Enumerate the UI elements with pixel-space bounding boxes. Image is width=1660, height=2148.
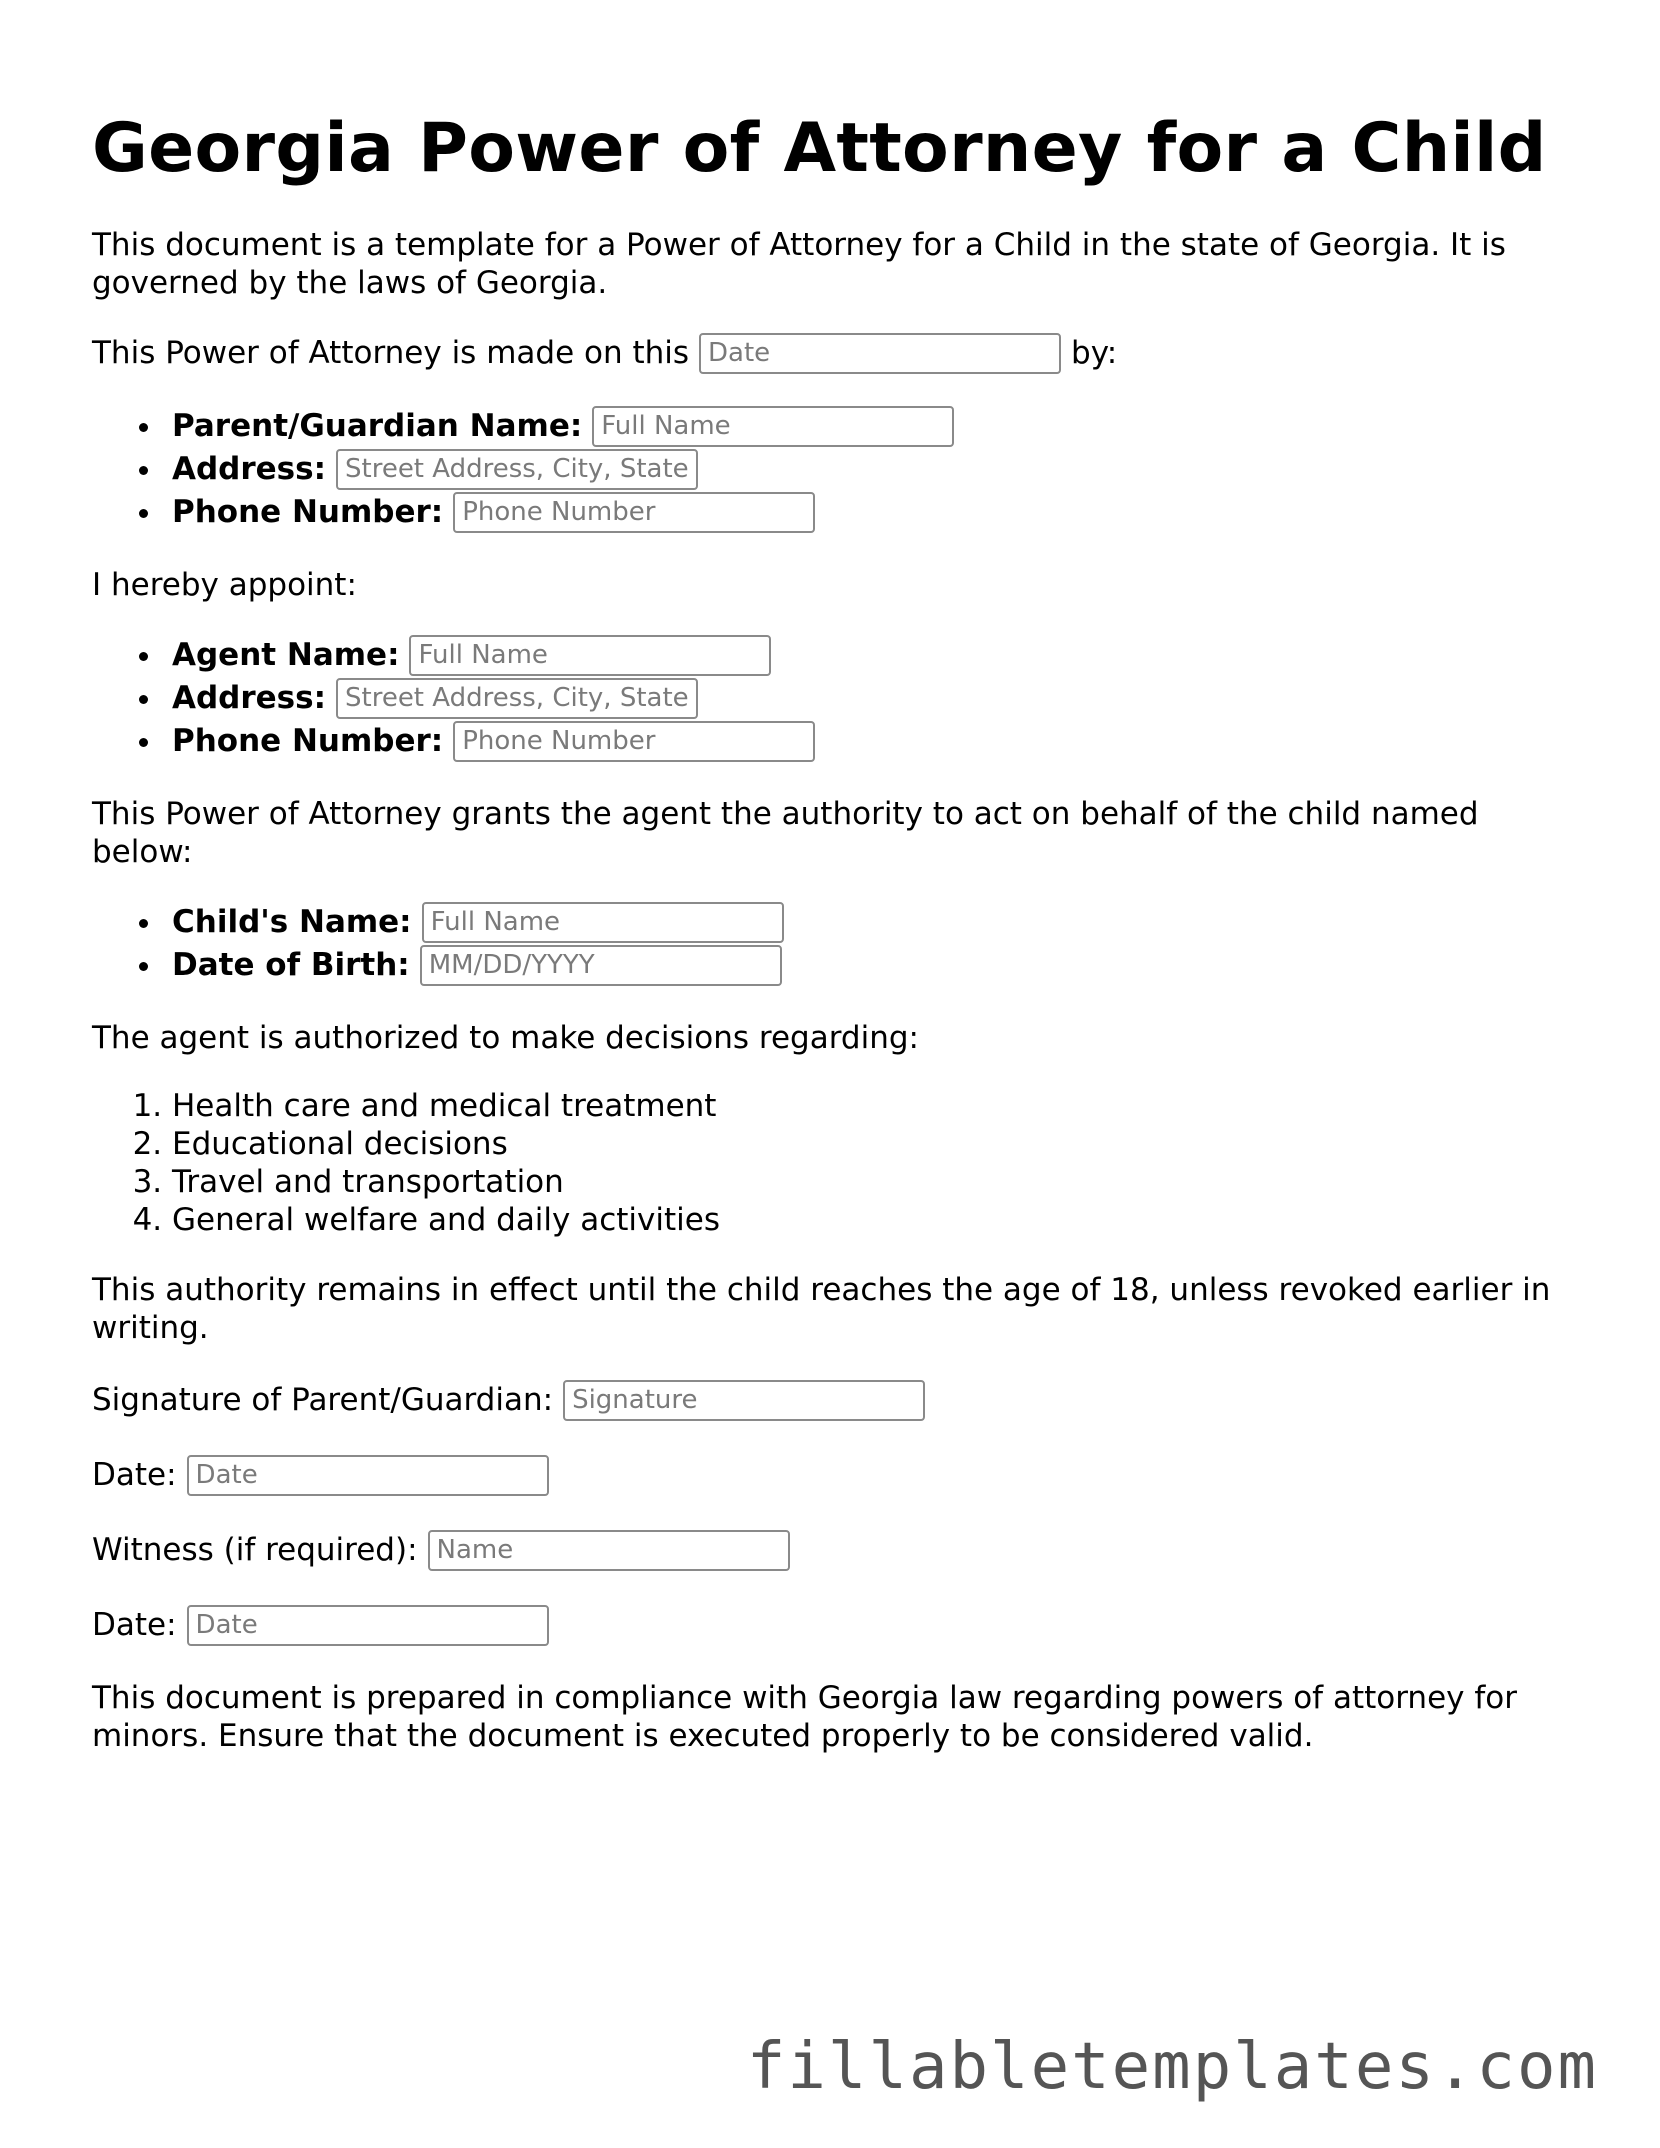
child-fields — [92, 901, 1572, 987]
made-on-by-text: by: — [1071, 335, 1118, 372]
agent-address-field[interactable]: Street Address, City, State — [336, 678, 698, 719]
page-title: Georgia Power of Attorney for a Child — [92, 109, 1547, 188]
list-item — [172, 677, 1572, 720]
list-item: 1. Health care and medical treatment — [172, 1087, 1572, 1125]
parent-name-label: Parent/Guardian Name: — [172, 408, 583, 445]
appoint-text: I hereby appoint: — [92, 566, 357, 603]
watermark-text: fillabletemplates.com — [746, 2030, 1598, 2104]
witness-name-field[interactable]: Name — [428, 1530, 790, 1571]
agent-address-label: Address: — [172, 680, 326, 717]
list-item — [172, 634, 1572, 677]
signature-row — [92, 1379, 1572, 1422]
agent-phone-field[interactable]: Phone Number — [453, 721, 815, 762]
decisions-list — [92, 1087, 1572, 1239]
agent-phone-label: Phone Number: — [172, 723, 444, 760]
parent-address-field[interactable]: Street Address, City, State — [336, 449, 698, 490]
document-page — [92, 108, 1572, 1755]
parent-name-field[interactable]: Full Name — [592, 406, 954, 447]
witness-row — [92, 1529, 1572, 1572]
agent-fields — [92, 634, 1572, 763]
grants-text: This Power of Attorney grants the agent the authority to act on behalf of the child named below: — [92, 795, 1479, 870]
list-item — [172, 448, 1572, 491]
child-dob-field[interactable]: MM/DD/YYYY — [420, 945, 782, 986]
signature-date-field[interactable]: Date — [187, 1455, 549, 1496]
witness-date-row — [92, 1604, 1572, 1647]
effect-text: This authority remains in effect until the child reaches the age of 18, unless revoked earlier in writing. — [92, 1271, 1551, 1346]
made-on-text: This Power of Attorney is made on this — [92, 335, 690, 372]
witness-label: Witness (if required): — [92, 1532, 418, 1569]
agent-name-field[interactable]: Full Name — [409, 635, 771, 676]
list-item: 2. Educational decisions — [172, 1125, 1572, 1163]
witness-date-label: Date: — [92, 1607, 177, 1644]
list-item — [172, 944, 1572, 987]
agent-name-label: Agent Name: — [172, 637, 400, 674]
witness-date-field[interactable]: Date — [187, 1605, 549, 1646]
parent-phone-field[interactable]: Phone Number — [453, 492, 815, 533]
child-dob-label: Date of Birth: — [172, 947, 410, 984]
list-item: 4. General welfare and daily activities — [172, 1201, 1572, 1239]
made-on-row — [92, 332, 1572, 375]
child-name-field[interactable]: Full Name — [422, 902, 784, 943]
child-name-label: Child's Name: — [172, 904, 412, 941]
list-item — [172, 491, 1572, 534]
list-item: 3. Travel and transportation — [172, 1163, 1572, 1201]
list-item — [172, 901, 1572, 944]
parent-fields — [92, 405, 1572, 534]
closing-paragraph: This document is prepared in compliance with Georgia law regarding powers of attorney for minors. Ensure that the document is executed properly to be considered valid. — [92, 1679, 1517, 1754]
list-item — [172, 720, 1572, 763]
parent-address-label: Address: — [172, 451, 326, 488]
parent-phone-label: Phone Number: — [172, 494, 444, 531]
signature-date-label: Date: — [92, 1457, 177, 1494]
signature-field[interactable]: Signature — [563, 1380, 925, 1421]
intro-paragraph: This document is a template for a Power of Attorney for a Child in the state of Georgia. It is governed by the laws of Georgia. — [92, 226, 1506, 301]
signature-label: Signature of Parent/Guardian: — [92, 1382, 554, 1419]
decisions-intro: The agent is authorized to make decisions regarding: — [92, 1019, 919, 1056]
signature-date-row — [92, 1454, 1572, 1497]
made-on-date-field[interactable]: Date — [699, 333, 1061, 374]
list-item — [172, 405, 1572, 448]
